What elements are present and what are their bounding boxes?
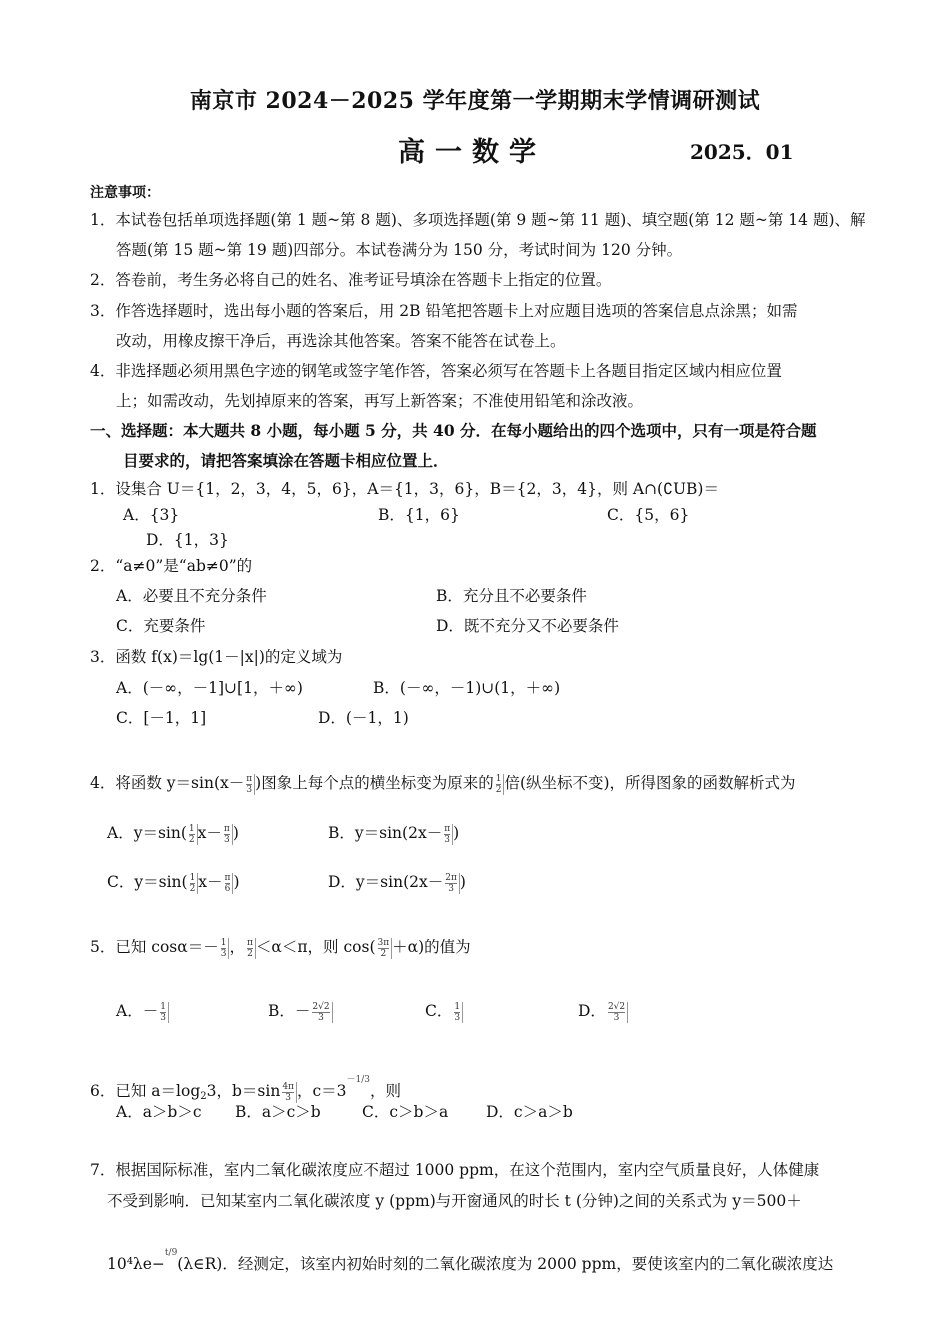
q5-stem: 5．已知 cosα＝－ $\frac{1}{3}$ ， $\frac{\pi}{2}$ ＜α＜π，则 cos( $\frac{3\pi}{2}$ ＋α)的值为 xyxy=(90,937,471,959)
exam-title: 南京市 2024－2025 学年度第一学期期末学情调研测试 xyxy=(189,88,761,114)
q6-stem: 6．已知 $a=\log_23$，b＝sin $\frac{4\pi}{3}$ ，$c=3^{-1/3}$，则 xyxy=(90,1075,402,1103)
q1-option-c: C．{5，6} xyxy=(607,506,690,524)
section-heading: 一、选择题：本大题共 8 小题，每小题 5 分，共 40 分．在每小题给出的四个选项中，只有一项是符合题 xyxy=(90,421,817,440)
fraction: $\frac{2√2}{3}$ xyxy=(606,1002,628,1023)
q2-option-c: C．充要条件 xyxy=(116,617,206,635)
fraction: $\frac{\pi}{3}$ xyxy=(222,824,233,845)
q5-option-a: A．－ $\frac{1}{3}$ xyxy=(116,1001,169,1023)
fraction: $\frac{\pi}{3}$ xyxy=(244,774,255,795)
notice-item: 2．答卷前，考生务必将自己的姓名、准考证号填涂在答题卡上指定的位置。 xyxy=(90,271,612,289)
q7-line: 不受到影响．已知某室内二氧化碳浓度 y (ppm)与开窗通风的时长 t (分钟)之间的关系式为 y＝500＋ xyxy=(107,1192,802,1210)
notice-heading: 注意事项： xyxy=(90,185,160,201)
fraction: $\frac{1}{3}$ xyxy=(452,1002,463,1023)
fraction: $\frac{2\pi}{3}$ xyxy=(443,873,460,894)
q3-stem: 3．函数 f(x)＝lg(1－|x|)的定义域为 xyxy=(90,648,343,666)
fraction: $\frac{1}{2}$ xyxy=(187,824,198,845)
exponent: t/9 xyxy=(164,1248,178,1258)
q7-line: 7．根据国际标准，室内二氧化碳浓度应不超过 1000 ppm，在这个范围内，室内空气质量良好，人体健康 xyxy=(90,1161,820,1179)
notice-item: 改动，用橡皮擦干净后，再选涂其他答案。答案不能答在试卷上。 xyxy=(116,332,566,350)
q3-option-b: B．(－∞，－1)∪(1，＋∞) xyxy=(373,679,561,697)
exam-date: 2025．01 xyxy=(690,140,794,164)
q6-option-b: B．a＞c＞b xyxy=(235,1103,321,1121)
q4-stem-part: 倍(纵坐标不变)，所得图象的函数解析式为 xyxy=(504,774,796,792)
q4-stem xyxy=(90,773,796,795)
q1-option-b: B．{1，6} xyxy=(378,506,460,524)
section-heading-cont: 目要求的，请把答案填涂在答题卡相应位置上． xyxy=(123,451,449,470)
q4-stem-part: 4．将函数 y＝sin(x－ xyxy=(90,774,245,792)
fraction: $\frac{1}{3}$ xyxy=(158,1002,169,1023)
fraction: $\frac{\pi}{2}$ xyxy=(245,938,256,959)
notice-item: 1．本试卷包括单项选择题(第 1 题~第 8 题)、多项选择题(第 9 题~第 11 题)、填空题(第 12 题~第 14 题)、解 xyxy=(90,211,866,229)
fraction: $\frac{\pi}{6}$ xyxy=(223,873,234,894)
fraction: $\frac{\pi}{3}$ xyxy=(442,824,453,845)
q6-option-c: C．c＞b＞a xyxy=(362,1103,449,1121)
q3-option-c: C．[－1，1] xyxy=(116,709,207,727)
q6-option-d: D．c＞a＞b xyxy=(486,1103,573,1121)
log-base: 2 xyxy=(200,1091,207,1102)
exam-subject: 高一数学 xyxy=(398,137,546,168)
fraction: $\frac{1}{3}$ xyxy=(219,938,230,959)
q1-option-d: D．{1，3} xyxy=(146,531,229,549)
q1-stem: 1．设集合 U＝{1，2，3，4，5，6}，A＝{1，3，6}，B＝{2，3，4}，则 A∩(∁UB)＝ xyxy=(90,480,719,498)
q2-option-a: A．必要且不充分条件 xyxy=(116,587,267,605)
q4-option-c: C．y＝sin( $\frac{1}{2}$ x－ $\frac{\pi}{6}$ ) xyxy=(107,872,240,894)
q2-stem: 2．“a≠0”是“ab≠0”的 xyxy=(90,557,253,575)
notice-item: 3．作答选择题时，选出每小题的答案后，用 2B 铅笔把答题卡上对应题目选项的答案信息点涂黑；如需 xyxy=(90,302,798,320)
q4-stem-part: )图象上每个点的横坐标变为原来的 xyxy=(255,774,494,792)
q1-option-a: A．{3} xyxy=(123,506,180,524)
q4-option-b: B．y＝sin(2x－ $\frac{\pi}{3}$ ) xyxy=(328,823,460,845)
q5-option-c: C． $\frac{1}{3}$ xyxy=(425,1001,463,1023)
q6-option-a: A．a＞b＞c xyxy=(116,1103,202,1121)
fraction: $\frac{2√2}{3}$ xyxy=(310,1002,332,1023)
q3-option-a: A．(－∞，－1]∪[1，＋∞) xyxy=(116,679,303,697)
q7-line: 10⁴λe−$^{t/9}$(λ∈R)．经测定，该室内初始时刻的二氧化碳浓度为 2000 ppm，要使该室内的二氧化碳浓度达 xyxy=(107,1248,834,1273)
fraction: $\frac{1}{2}$ xyxy=(494,774,505,795)
q2-option-b: B．充分且不必要条件 xyxy=(436,587,587,605)
q3-option-d: D．(－1，1) xyxy=(318,709,409,727)
q5-option-d: D． $\frac{2√2}{3}$ xyxy=(578,1001,628,1023)
notice-item: 4．非选择题必须用黑色字迹的钢笔或签字笔作答，答案必须写在答题卡上各题目指定区域内相应位置 xyxy=(90,362,782,380)
fraction: $\frac{3\pi}{2}$ xyxy=(376,938,393,959)
q4-option-d: D．y＝sin(2x－ $\frac{2\pi}{3}$ ) xyxy=(328,872,466,894)
exponent: －1/3 xyxy=(346,1075,371,1085)
q2-option-d: D．既不充分又不必要条件 xyxy=(436,617,619,635)
q4-option-a: A．y＝sin( $\frac{1}{2}$ x－ $\frac{\pi}{3}$ ) xyxy=(107,823,239,845)
q5-option-b: B．－ $\frac{2√2}{3}$ xyxy=(268,1001,333,1023)
notice-item: 上；如需改动，先划掉原来的答案，再写上新答案；不准使用铅笔和涂改液。 xyxy=(116,392,644,410)
notice-item: 答题(第 15 题~第 19 题)四部分。本试卷满分为 150 分，考试时间为 120 分钟。 xyxy=(116,241,683,259)
fraction: $\frac{4\pi}{3}$ xyxy=(280,1082,297,1103)
fraction: $\frac{1}{2}$ xyxy=(188,873,199,894)
